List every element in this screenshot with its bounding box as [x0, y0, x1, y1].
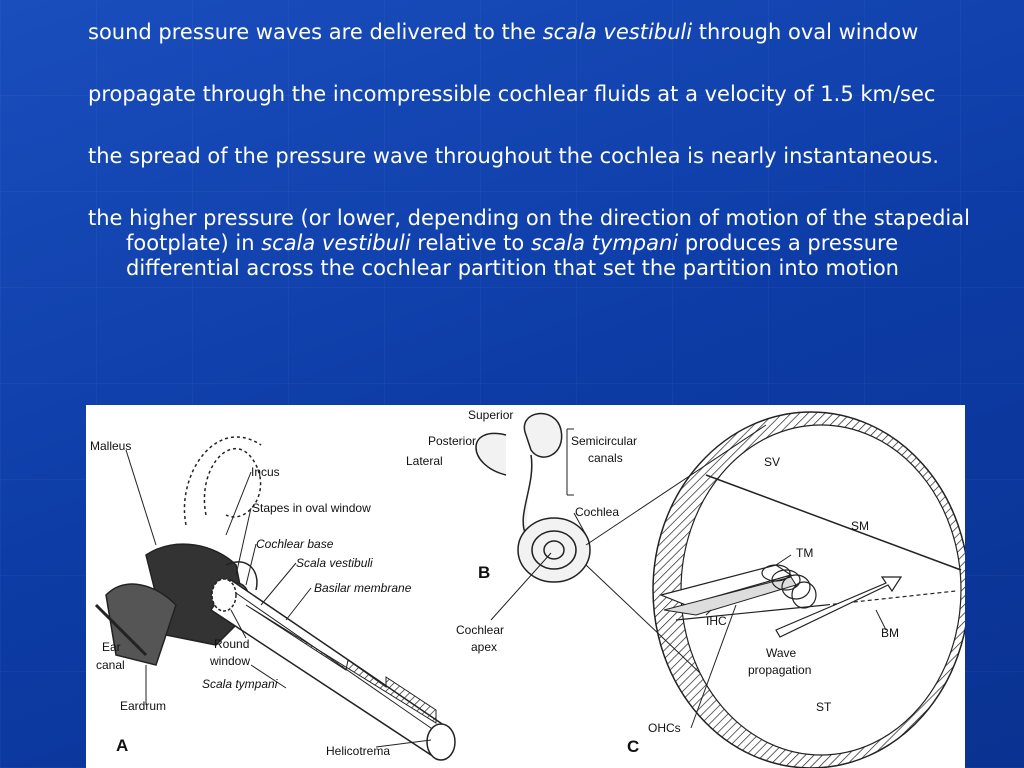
label-wave-line2: propagation	[748, 663, 812, 677]
label-sm: SM	[851, 519, 869, 533]
label-malleus: Malleus	[90, 439, 132, 453]
label-incus: Incus	[251, 465, 280, 479]
label-ohcs: OHCs	[648, 721, 681, 735]
bullet-instantaneous: the spread of the pressure wave throughout the cochlea is nearly instantaneous.	[88, 144, 939, 168]
cochlea-figure	[86, 405, 965, 768]
bullet-oval-window: sound pressure waves are delivered to the scala vestibuli through oval window	[88, 20, 919, 44]
label-st: ST	[816, 700, 832, 714]
label-eardrum: Eardrum	[120, 699, 167, 713]
label-wave-line1: Wave	[766, 646, 797, 660]
bullet-velocity: propagate through the incompressible cochlear fluids at a velocity of 1.5 km/sec	[88, 82, 936, 106]
panel-a-ear-drawing	[96, 437, 261, 665]
label-scala-vestibuli: Scala vestibuli	[296, 556, 373, 570]
label-bm: BM	[881, 626, 899, 640]
label-ihc: IHC	[706, 614, 727, 628]
label-lateral: Lateral	[406, 454, 443, 468]
label-cochlea: Cochlea	[575, 505, 620, 519]
label-posterior: Posterior	[428, 434, 477, 448]
label-panel-b: B	[478, 563, 491, 582]
panel-a-cochlea-tube	[211, 579, 455, 760]
label-superior: Superior	[468, 408, 514, 422]
panel-c-cross-section	[653, 412, 965, 768]
label-tm: TM	[796, 546, 814, 560]
bullet-pressure-differential: the higher pressure (or lower, depending on the direction of motion of the stapedial footplate) in scala vestibuli relative to scala tympani produces a pressure differential across the cochlear partition that set the partition into motion	[88, 206, 970, 280]
label-round-window-line2: window	[210, 654, 251, 668]
label-panel-a: A	[116, 736, 129, 755]
label-semicircular-line2: canals	[588, 451, 623, 465]
label-cochlear-apex-line1: Cochlear	[456, 623, 505, 637]
label-scala-tympani: Scala tympani	[202, 677, 278, 691]
label-round-window-line1: Round	[214, 637, 250, 651]
label-cochlear-base: Cochlear base	[256, 537, 334, 551]
label-ear-canal-line1: Ear	[102, 640, 121, 654]
label-ear-canal-line2: canal	[96, 658, 125, 672]
label-cochlear-apex-line2: apex	[471, 640, 498, 654]
label-semicircular-line1: Semicircular	[571, 434, 638, 448]
cochlea-diagram	[86, 405, 965, 768]
label-sv: SV	[764, 455, 781, 469]
label-basilar-membrane: Basilar membrane	[314, 581, 412, 595]
label-helicotrema: Helicotrema	[326, 744, 391, 758]
label-stapes: Stapes in oval window	[252, 501, 371, 515]
slide-text	[88, 20, 988, 318]
label-panel-c: C	[627, 737, 640, 756]
